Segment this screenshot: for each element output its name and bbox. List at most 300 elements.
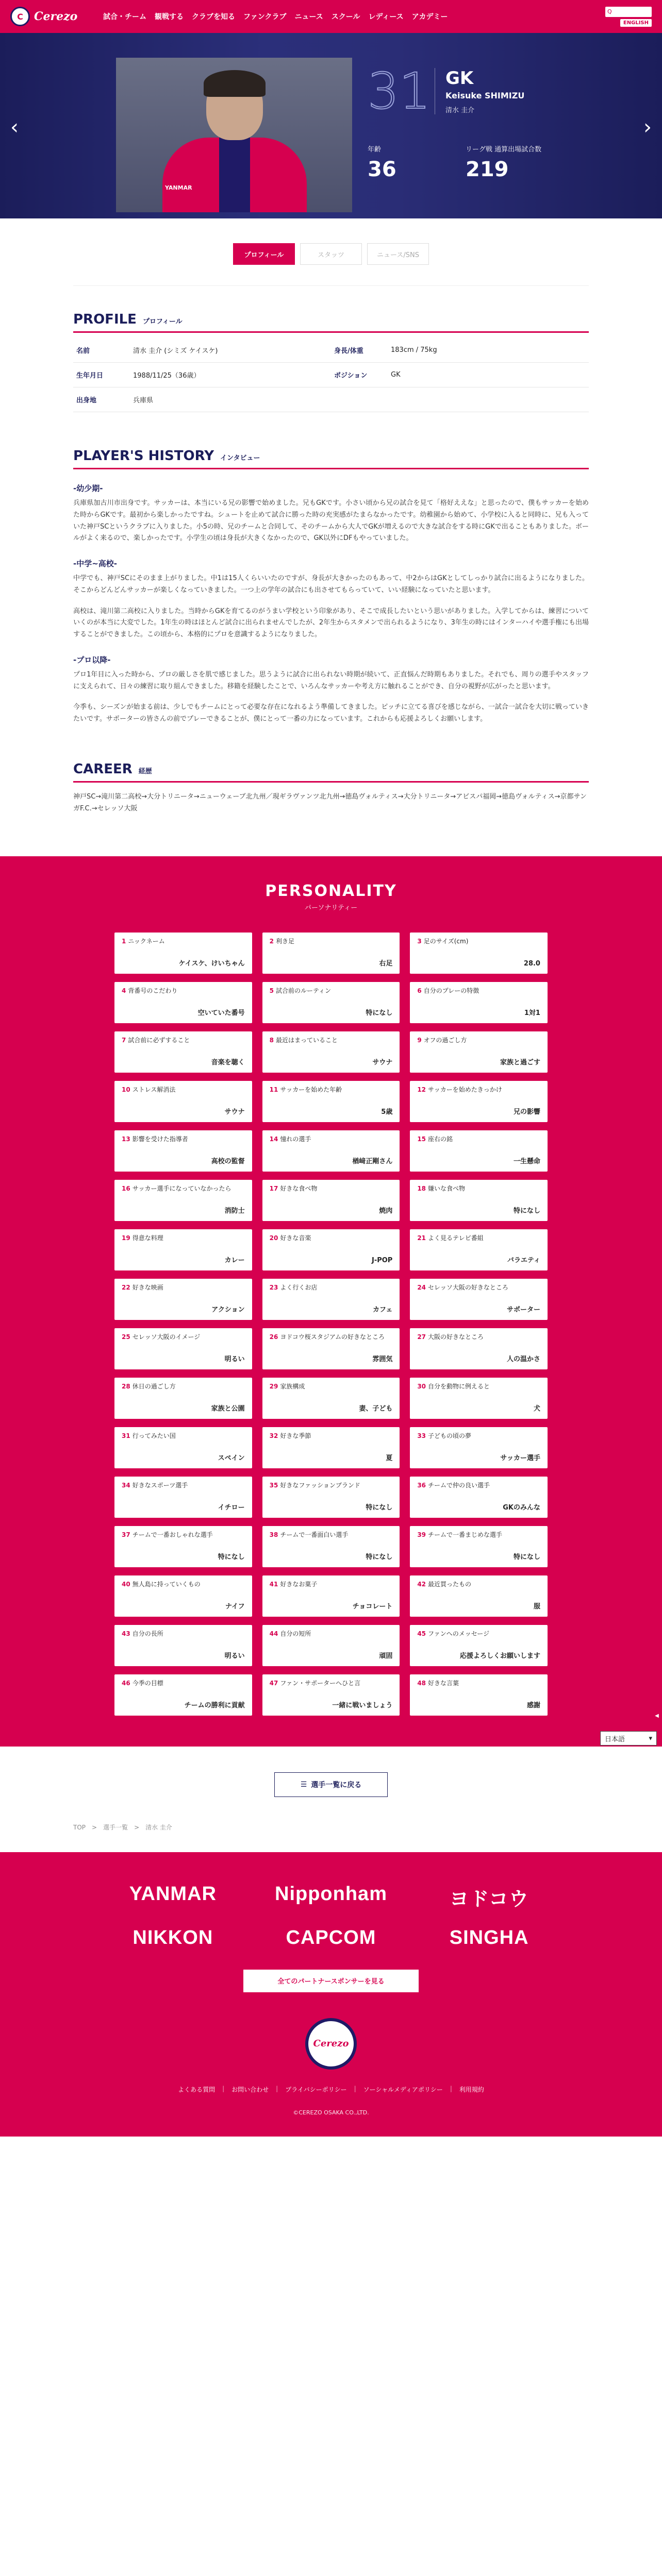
personality-card — [262, 1427, 400, 1468]
career-heading — [73, 761, 589, 783]
prev-player-arrow-icon[interactable]: ‹ — [10, 115, 19, 139]
personality-number: 29 — [269, 1382, 278, 1390]
language-tab-arrow-icon[interactable]: ◀ — [652, 1708, 662, 1723]
personality-card — [262, 1575, 400, 1617]
personality-number: 10 — [122, 1086, 130, 1093]
site-header — [0, 0, 662, 33]
personality-question — [270, 1383, 393, 1391]
personality-answer: 兄の影響 — [513, 1108, 540, 1116]
personality-question — [270, 1432, 393, 1440]
personality-answer: 特になし — [366, 1553, 393, 1561]
career-text: 神戸SC→滝川第二高校→大分トリニータ→ニューウェーブ北九州／現ギラヴァンツ北九州→徳島ヴォルティス→大分トリニータ→アビスパ福岡→徳島ヴォルティス→京都サンガF.C.→セレッソ大阪 — [73, 792, 587, 813]
career-title-jp: 経歴 — [138, 767, 152, 775]
personality-answer: 人の温かさ — [506, 1355, 540, 1363]
nav-item-watch[interactable]: 観戦する — [155, 13, 184, 21]
personality-question — [122, 1630, 245, 1638]
personality-question — [270, 1680, 393, 1688]
history-paragraph: 兵庫県加古川市出身です。サッカーは、本当にいる兄の影響で始めました。兄もGKです。小さい頃から兄の試合を見て「格好ええな」と思ったので、僕もサッカーを始めた時からGKです。最初から楽しかったですね。シュートを止めて試合に勝った時の充実感がたまらなかったです。幼稚園から始めて、小学校に入ると同時に、兄も入っていた神戸SCというクラブに入りました。小5の時、兄のチームと合同して、そのチームから大人でGKが増えるので大きな試合をする時にGKで出ることもありました。ボールがよく来るので、楽しかったです。小学生の頃は身長が大きくなかったので、GK以外にDFもやっていました。 — [73, 499, 589, 543]
personality-question-text: 影響を受けた指導者 — [132, 1135, 188, 1143]
personality-question-text: 好きなファッションブランド — [280, 1481, 360, 1489]
header-right — [605, 7, 652, 27]
personality-number: 31 — [122, 1432, 130, 1439]
chevron-down-icon: ▾ — [649, 1734, 652, 1742]
personality-question — [417, 1630, 540, 1638]
personality-answer: 一生懸命 — [513, 1157, 540, 1165]
personality-answer: アクション — [211, 1306, 245, 1314]
personality-card — [114, 933, 252, 974]
personality-number: 8 — [269, 1036, 274, 1044]
personality-answer: 感謝 — [526, 1701, 540, 1709]
personality-question — [270, 1136, 393, 1144]
personality-answer: 夏 — [386, 1454, 393, 1462]
personality-answer: 28.0 — [523, 959, 540, 968]
personality-title — [0, 882, 662, 912]
footer-links — [0, 2085, 662, 2094]
personality-answer: 服 — [533, 1602, 540, 1611]
personality-question-text: 好きな音楽 — [280, 1234, 311, 1242]
personality-question-text: 自分の長所 — [132, 1630, 163, 1637]
sponsor-logo-yanmar[interactable]: YANMAR — [129, 1883, 217, 1905]
english-link[interactable]: ENGLISH — [620, 19, 652, 27]
personality-number: 24 — [417, 1283, 426, 1291]
history-paragraph: 今季も、シーズンが始まる前は、少しでもチームにとって必要な存在になれるよう準備してきました。ピッチに立てる喜びを感じながら、一試合一試合を大切に戦っていきたいです。サポーターの皆さんの前でプレーできることが、僕にとって一番の力になっています。これからも応援よろしくお願いします。 — [73, 703, 589, 723]
tab-divider — [73, 285, 589, 286]
personality-number: 41 — [269, 1580, 278, 1588]
personality-card — [262, 1229, 400, 1270]
personality-number: 46 — [122, 1679, 130, 1687]
history-paragraph: 中学でも、神戸SCにそのまま上がりました。中1は15人くらいいたのですが、身長が大きかったのもあって、中2からはGKとしてしっかり試合に出るようになりました。そこからどんどんサッカーが楽しくなっていきました。一つ上の学年の試合にも出させてもらっていて、いい経験になっていたと思います。 — [73, 574, 589, 594]
back-to-players-button[interactable] — [274, 1772, 388, 1797]
personality-card — [262, 1328, 400, 1369]
stat-value: 219 — [466, 158, 509, 182]
nav-item-ladies[interactable]: レディース — [368, 13, 404, 21]
personality-card — [262, 1180, 400, 1221]
personality-number: 23 — [269, 1283, 278, 1291]
personality-question — [270, 987, 393, 995]
back-wrap — [0, 1747, 662, 1823]
personality-question — [122, 1086, 245, 1094]
personality-question-text: 利き足 — [276, 937, 295, 945]
all-sponsors-button[interactable]: 全てのパートナースポンサーを見る — [243, 1970, 419, 1992]
profile-value: GK — [388, 363, 589, 387]
personality-question — [122, 1136, 245, 1144]
player-position: GK — [445, 68, 474, 89]
personality-answer: 妻、子ども — [359, 1404, 393, 1413]
personality-number: 44 — [269, 1630, 278, 1637]
search-icon[interactable]: Q — [605, 7, 652, 17]
personality-question-text: 無人島に持っていくもの — [132, 1580, 201, 1588]
player-hero — [0, 33, 662, 218]
footer-link-social-policy[interactable]: ソーシャルメディアポリシー — [363, 2086, 443, 2093]
personality-question-text: 好きなお菓子 — [280, 1580, 318, 1588]
profile-value: 兵庫県 — [130, 387, 331, 412]
nav-item-academy[interactable]: アカデミー — [411, 13, 448, 21]
personality-question-text: オフの過ごし方 — [423, 1036, 467, 1044]
personality-question-text: チームで一番まじめな選手 — [428, 1531, 503, 1538]
personality-answer: 家族と公園 — [211, 1404, 245, 1413]
personality-question-text: 今季の目標 — [132, 1679, 163, 1687]
personality-card — [262, 1130, 400, 1172]
personality-question — [122, 1581, 245, 1589]
player-name-block — [435, 68, 524, 114]
personality-question — [122, 1482, 245, 1490]
personality-number: 39 — [417, 1531, 426, 1538]
personality-question — [270, 1482, 393, 1490]
personality-question-text: チームで仲の良い選手 — [428, 1481, 490, 1489]
tab-news-sns[interactable]: ニュース/SNS — [367, 243, 429, 265]
personality-question — [417, 1185, 540, 1193]
personality-answer: 応援よろしくお願いします — [459, 1652, 540, 1660]
personality-number: 9 — [417, 1036, 422, 1044]
tab-profile[interactable]: プロフィール — [233, 243, 295, 265]
personality-answer: 特になし — [513, 1207, 540, 1215]
table-row — [73, 363, 589, 387]
personality-number: 6 — [417, 987, 422, 994]
personality-number: 13 — [122, 1135, 130, 1143]
personality-question-text: 足のサイズ(cm) — [423, 937, 469, 945]
personality-question — [122, 1531, 245, 1539]
personality-number: 11 — [269, 1086, 278, 1093]
personality-card — [262, 1081, 400, 1122]
profile-value: 183cm / 75kg — [388, 338, 589, 363]
personality-card — [410, 982, 548, 1023]
personality-number: 7 — [122, 1036, 126, 1044]
history-heading — [73, 448, 589, 469]
player-photo — [116, 58, 352, 212]
personality-answer: イチロー — [218, 1503, 245, 1512]
personality-question — [270, 1581, 393, 1589]
list-icon: ☰ — [300, 1780, 307, 1789]
personality-question — [122, 1037, 245, 1045]
personality-number: 14 — [269, 1135, 278, 1143]
nav-item-school[interactable]: スクール — [331, 13, 360, 21]
personality-question — [417, 1531, 540, 1539]
personality-number: 47 — [269, 1679, 278, 1687]
personality-question-text: ファン・サポーターへひと言 — [280, 1679, 361, 1687]
personality-number: 4 — [122, 987, 126, 994]
personality-question-text: よく行くお店 — [280, 1283, 318, 1291]
sponsor-grid — [99, 1883, 563, 1949]
personality-answer: チームの勝利に貢献 — [184, 1701, 245, 1709]
personality-answer: スペイン — [218, 1454, 245, 1462]
photo-jersey-stripe — [219, 138, 250, 212]
personality-number: 19 — [122, 1234, 130, 1242]
personality-card — [410, 1229, 548, 1270]
jersey-sponsor-logo: YANMAR — [165, 184, 192, 191]
personality-number: 38 — [269, 1531, 278, 1538]
personality-answer: 犬 — [533, 1404, 540, 1413]
personality-answer: 1対1 — [524, 1009, 540, 1017]
personality-card — [262, 1031, 400, 1073]
personality-number: 2 — [269, 937, 274, 945]
personality-question-text: 最近買ったもの — [428, 1580, 472, 1588]
personality-card — [410, 1575, 548, 1617]
personality-card — [114, 1674, 252, 1716]
profile-key: 出身地 — [73, 387, 130, 412]
personality-card — [410, 1378, 548, 1419]
personality-number: 26 — [269, 1333, 278, 1341]
personality-question-text: 好きな映画 — [132, 1283, 163, 1291]
personality-number: 37 — [122, 1531, 130, 1538]
stat-age — [368, 145, 466, 181]
personality-question — [270, 938, 393, 946]
personality-answer: ケイスケ、けいちゃん — [178, 959, 245, 968]
footer-link-privacy[interactable]: プライバシーポリシー — [285, 2086, 347, 2093]
site-logo[interactable] — [10, 7, 93, 26]
personality-card — [410, 1279, 548, 1320]
personality-grid — [114, 933, 548, 1716]
copyright: ©CEREZO OSAKA CO.,LTD. — [293, 2109, 369, 2116]
personality-answer: 特になし — [513, 1553, 540, 1561]
personality-question — [417, 1086, 540, 1094]
personality-card — [114, 982, 252, 1023]
personality-answer: 右足 — [379, 959, 393, 968]
sponsor-logo-nipponham[interactable]: Nipponham — [275, 1883, 387, 1905]
personality-answer: バラエティ — [507, 1256, 540, 1264]
personality-question — [122, 1383, 245, 1391]
personality-question-text: 座右の銘 — [428, 1135, 453, 1143]
personality-question-text: サッカーを始めたきっかけ — [428, 1086, 502, 1093]
personality-card — [410, 1328, 548, 1369]
personality-number: 27 — [417, 1333, 426, 1341]
logo-text: Cerezo — [34, 10, 78, 23]
personality-question-text: 得意な料理 — [132, 1234, 163, 1242]
personality-answer: 音楽を聴く — [211, 1058, 245, 1066]
personality-number: 20 — [269, 1234, 278, 1242]
personality-number: 32 — [269, 1432, 278, 1439]
profile-title-jp: プロフィール — [142, 318, 183, 326]
personality-card — [114, 1279, 252, 1320]
divider: | — [450, 2084, 452, 2092]
nav-item-club[interactable]: クラブを知る — [192, 13, 235, 21]
personality-question — [122, 938, 245, 946]
personality-number: 28 — [122, 1382, 130, 1390]
personality-number: 12 — [417, 1086, 426, 1093]
personality-number: 22 — [122, 1283, 130, 1291]
personality-answer: 楢﨑正剛さん — [352, 1157, 393, 1165]
personality-answer: 明るい — [224, 1652, 245, 1660]
personality-answer: 5歳 — [381, 1108, 393, 1116]
personality-question-text: ファンへのメッセージ — [428, 1630, 490, 1637]
personality-question-text: ストレス解消法 — [132, 1086, 176, 1093]
table-row — [73, 338, 589, 363]
personality-card — [410, 1427, 548, 1468]
tab-stats[interactable]: スタッツ — [300, 243, 362, 265]
personality-card — [262, 982, 400, 1023]
personality-question — [122, 1680, 245, 1688]
personality-card — [262, 1625, 400, 1666]
profile-heading — [73, 312, 589, 333]
personality-answer: カフェ — [372, 1306, 393, 1314]
personality-answer: 家族と過ごす — [500, 1058, 540, 1066]
next-player-arrow-icon[interactable]: › — [643, 115, 652, 139]
personality-number: 15 — [417, 1135, 426, 1143]
personality-answer: 焼肉 — [379, 1207, 393, 1215]
sponsor-logo-capcom[interactable]: CAPCOM — [286, 1926, 376, 1948]
sponsor-logo-singha[interactable]: SINGHA — [449, 1926, 529, 1948]
personality-title-en: PERSONALITY — [265, 882, 397, 900]
personality-question-text: チームで一番おしゃれな選手 — [132, 1531, 213, 1538]
personality-card — [262, 1279, 400, 1320]
personality-question — [270, 1037, 393, 1045]
personality-answer: 高校の監督 — [211, 1157, 245, 1165]
personality-question — [270, 1185, 393, 1193]
personality-question-text: サッカーを始めた年齢 — [280, 1086, 342, 1093]
personality-answer: J-POP — [371, 1256, 393, 1264]
personality-card — [114, 1229, 252, 1270]
profile-key — [331, 387, 388, 412]
personality-question — [417, 987, 540, 995]
personality-number: 3 — [417, 937, 422, 945]
personality-question-text: 背番号のこだわり — [128, 987, 178, 994]
personality-card — [410, 1081, 548, 1122]
global-nav — [103, 11, 605, 22]
personality-question-text: 嫌いな食べ物 — [428, 1184, 466, 1192]
personality-answer: 消防士 — [224, 1207, 245, 1215]
language-select[interactable] — [600, 1731, 657, 1745]
personality-question — [417, 1383, 540, 1391]
player-number: 31 — [368, 62, 431, 120]
personality-question — [270, 1333, 393, 1342]
personality-card — [114, 1477, 252, 1518]
personality-question — [417, 1284, 540, 1292]
language-select-value: 日本語 — [605, 1735, 625, 1743]
sponsor-logo-nikkon[interactable]: NIKKON — [133, 1926, 213, 1948]
personality-card — [114, 1526, 252, 1567]
footer-link-terms[interactable]: 利用規約 — [459, 2086, 484, 2093]
personality-question-text: 好きな食べ物 — [280, 1184, 318, 1192]
personality-answer: 明るい — [224, 1355, 245, 1363]
personality-question-text: 大阪の好きなところ — [428, 1333, 484, 1341]
back-button-label: 選手一覧に戻る — [311, 1781, 362, 1789]
divider: | — [354, 2084, 356, 2092]
sponsor-logo-yodoko[interactable]: ヨドコウ — [449, 1888, 529, 1910]
personality-answer: サッカー選手 — [500, 1454, 540, 1462]
profile-value: 清水 圭介 (シミズ ケイスケ) — [130, 338, 331, 363]
personality-card — [114, 1378, 252, 1419]
history-title-jp: インタビュー — [220, 454, 260, 462]
personality-number: 30 — [417, 1382, 426, 1390]
personality-number: 21 — [417, 1234, 426, 1242]
personality-number: 17 — [269, 1184, 278, 1192]
personality-question-text: 試合前に必ずすること — [128, 1036, 190, 1044]
personality-number: 43 — [122, 1630, 130, 1637]
personality-card — [114, 1427, 252, 1468]
nav-item-news[interactable]: ニュース — [294, 13, 323, 21]
stat-value: 36 — [368, 158, 396, 182]
personality-question-text: 憧れの選手 — [280, 1135, 311, 1143]
stat-label: 年齢 — [368, 146, 382, 154]
personality-question — [417, 1136, 540, 1144]
personality-number: 1 — [122, 937, 126, 945]
personality-number: 25 — [122, 1333, 130, 1341]
personality-card — [262, 1378, 400, 1419]
history-paragraph: プロ1年目に入った時から、プロの厳しさを肌で感じました。思うように試合に出られない時期が続いて、正直悩んだ時期もありました。それでも、周りの選手やスタッフに支えられて、日々の練習に取り組んできました。移籍を経験したことで、いろんなサッカーや考え方に触れることができ、自分の視野が広がったと思います。 — [73, 670, 589, 690]
personality-number: 42 — [417, 1580, 426, 1588]
personality-question — [417, 1037, 540, 1045]
personality-section — [0, 856, 662, 1747]
history-paragraph: 高校は、滝川第二高校に入りました。当時からGKを育てるのがうまい学校という印象があり、そこで成長したいという思いがありました。入学してからは、練習についていくのが本当に大変でした。1年生の時はほとんど試合に出られませんでしたが、2年生からスタメンで出られるようになり、3年生の時にはインターハイや選手権にも出場することができました。この頃から、本格的にプロを意識するようになりました。 — [73, 607, 589, 638]
nav-item-match-team[interactable]: 試合・チーム — [103, 13, 146, 21]
hero-inner — [116, 58, 564, 212]
personality-card — [410, 1031, 548, 1073]
profile-key: 生年月日 — [73, 363, 130, 387]
personality-question-text: 子どもの頃の夢 — [428, 1432, 472, 1439]
player-stats — [368, 145, 564, 181]
personality-answer: サウナ — [372, 1058, 393, 1066]
personality-question — [417, 1482, 540, 1490]
player-name-en: Keisuke SHIMIZU — [445, 91, 525, 100]
personality-answer: カレー — [224, 1256, 245, 1264]
personality-question-text: サッカー選手になっていなかったら — [132, 1184, 231, 1192]
nav-item-fanclub[interactable]: ファンクラブ — [243, 13, 287, 21]
personality-answer: GKのみんな — [503, 1503, 540, 1512]
stat-label: リーグ戦 通算出場試合数 — [466, 146, 542, 154]
personality-question-text: 自分の短所 — [280, 1630, 311, 1637]
personality-answer: 空いていた番号 — [197, 1009, 245, 1017]
personality-question-text: 自分を動物に例えると — [428, 1382, 490, 1390]
profile-value — [388, 387, 589, 412]
personality-card — [114, 1328, 252, 1369]
history-subheading: -幼少期- — [73, 484, 103, 493]
footer-logo[interactable] — [0, 2018, 662, 2070]
personality-question — [417, 1234, 540, 1243]
personality-question-text: 最近はまっていること — [276, 1036, 338, 1044]
profile-key: 名前 — [73, 338, 130, 363]
personality-question — [270, 1086, 393, 1094]
personality-question-text: よく見るテレビ番組 — [428, 1234, 484, 1242]
personality-answer: 特になし — [366, 1503, 393, 1512]
personality-card — [114, 1625, 252, 1666]
personality-answer: 特になし — [218, 1553, 245, 1561]
footer-link-contact[interactable]: お問い合わせ — [231, 2086, 269, 2093]
personality-number: 34 — [122, 1481, 130, 1489]
profile-key: ポジション — [331, 363, 388, 387]
personality-question — [122, 1333, 245, 1342]
history-title-en: PLAYER'S HISTORY — [73, 448, 214, 464]
personality-question-text: チームで一番面白い選手 — [280, 1531, 349, 1538]
personality-number: 35 — [269, 1481, 278, 1489]
main-content — [73, 312, 589, 815]
personality-number: 16 — [122, 1184, 130, 1192]
footer-link-faq[interactable]: よくある質問 — [178, 2086, 216, 2093]
personality-question-text: ヨドコウ桜スタジアムの好きなところ — [280, 1333, 385, 1341]
personality-question-text: セレッソ大阪のイメージ — [132, 1333, 201, 1341]
personality-answer: 特になし — [366, 1009, 393, 1017]
history-subheading: -プロ以降- — [73, 655, 111, 665]
personality-card — [410, 1625, 548, 1666]
personality-question-text: 家族構成 — [280, 1382, 305, 1390]
personality-answer: 頑固 — [379, 1652, 393, 1660]
personality-answer: チョコレート — [352, 1602, 393, 1611]
personality-card — [262, 1674, 400, 1716]
photo-hair — [204, 70, 266, 97]
personality-question — [122, 1234, 245, 1243]
personality-question — [417, 1432, 540, 1440]
personality-question — [122, 987, 245, 995]
personality-card — [410, 1180, 548, 1221]
personality-card — [410, 1674, 548, 1716]
personality-answer: 一緒に戦いましょう — [332, 1701, 393, 1709]
table-row — [73, 387, 589, 412]
personality-card — [114, 1180, 252, 1221]
personality-card — [410, 1477, 548, 1518]
personality-question-text: セレッソ大阪の好きなところ — [428, 1283, 508, 1291]
personality-question-text: 好きなスポーツ選手 — [132, 1481, 188, 1489]
personality-question — [122, 1185, 245, 1193]
personality-answer: ナイフ — [225, 1602, 245, 1611]
player-info — [352, 58, 564, 212]
